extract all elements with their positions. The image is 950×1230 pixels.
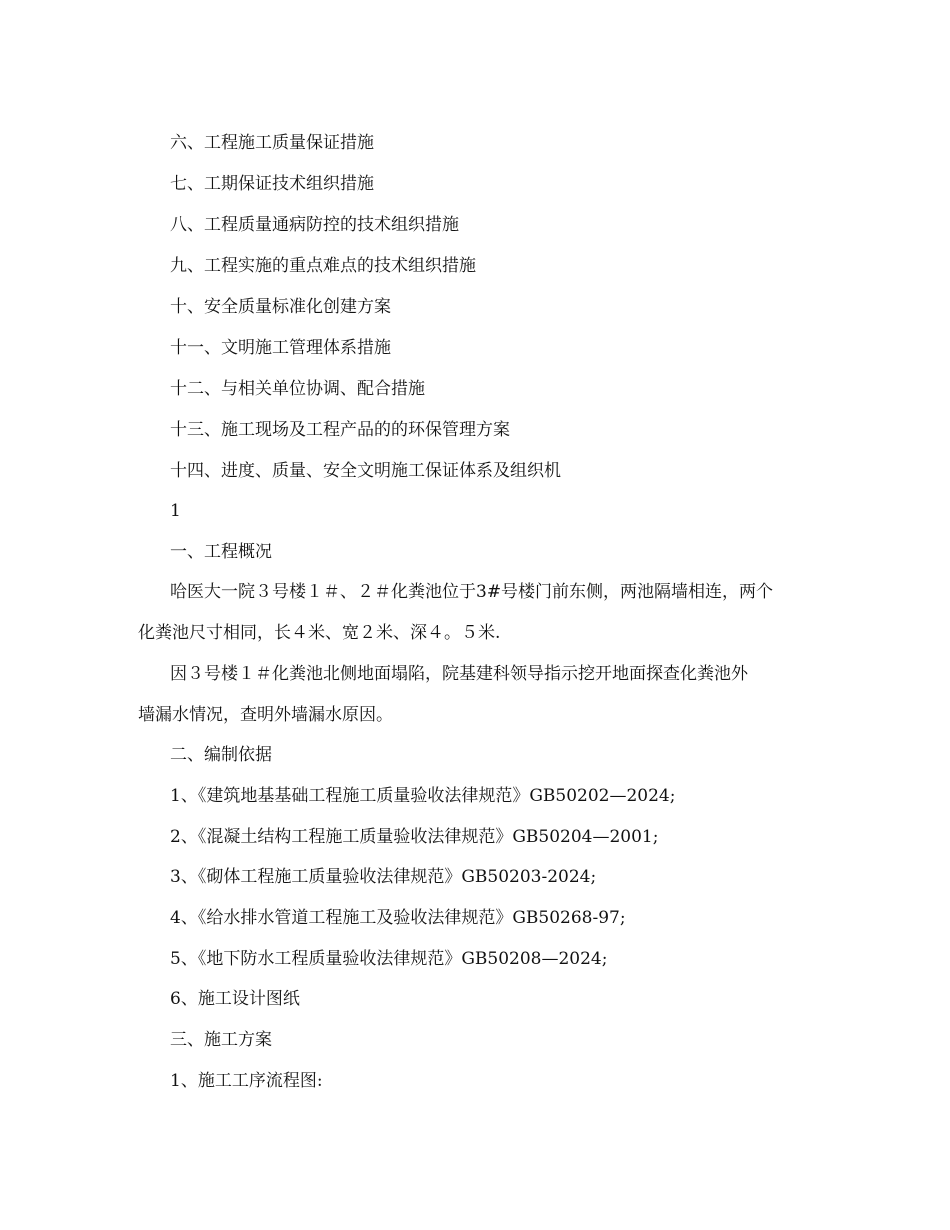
section-heading-plan: 三、施工方案 <box>170 1030 272 1050</box>
section-heading-overview: 一、工程概况 <box>170 542 272 562</box>
overview-paragraph-1-line-1: 哈医大一院３号楼１＃、２＃化粪池位于3#号楼门前东侧，两池隔墙相连，两个 <box>170 582 774 602</box>
toc-item-9: 九、工程实施的重点难点的技术组织措施 <box>170 256 476 276</box>
basis-item-1: 1、《建筑地基基础工程施工质量验收法律规范》GB50202—2024; <box>170 786 676 806</box>
basis-item-3: 3、《砌体工程施工质量验收法律规范》GB50203-2024; <box>170 867 597 887</box>
basis-item-4: 4、《给水排水管道工程施工及验收法律规范》GB50268-97; <box>170 908 626 928</box>
overview-paragraph-2-line-1: 因３号楼１＃化粪池北侧地面塌陷，院基建科领导指示挖开地面探查化粪池外 <box>170 664 748 684</box>
toc-item-11: 十一、文明施工管理体系措施 <box>170 338 391 358</box>
toc-item-6: 六、工程施工质量保证措施 <box>170 133 374 153</box>
plan-subheading-flowchart: 1、施工工序流程图: <box>170 1071 323 1091</box>
toc-item-12: 十二、与相关单位协调、配合措施 <box>170 379 425 399</box>
basis-item-5: 5、《地下防水工程质量验收法律规范》GB50208—2024; <box>170 949 608 969</box>
toc-item-7: 七、工期保证技术组织措施 <box>170 174 374 194</box>
section-heading-basis: 二、编制依据 <box>170 745 272 765</box>
toc-item-14: 十四、进度、质量、安全文明施工保证体系及组织机 <box>170 461 561 481</box>
toc-item-8: 八、工程质量通病防控的技术组织措施 <box>170 215 459 235</box>
toc-item-10: 十、安全质量标准化创建方案 <box>170 297 391 317</box>
basis-item-2: 2、《混凝土结构工程施工质量验收法律规范》GB50204—2001; <box>170 827 659 847</box>
toc-item-13: 十三、施工现场及工程产品的的环保管理方案 <box>170 420 510 440</box>
page-number: 1 <box>170 501 181 521</box>
basis-item-6: 6、施工设计图纸 <box>170 989 300 1009</box>
overview-paragraph-2-line-2: 墙漏水情况，查明外墙漏水原因。 <box>138 705 393 725</box>
overview-paragraph-1-line-2: 化粪池尺寸相同，长４米、宽２米、深４。５米. <box>138 623 501 643</box>
